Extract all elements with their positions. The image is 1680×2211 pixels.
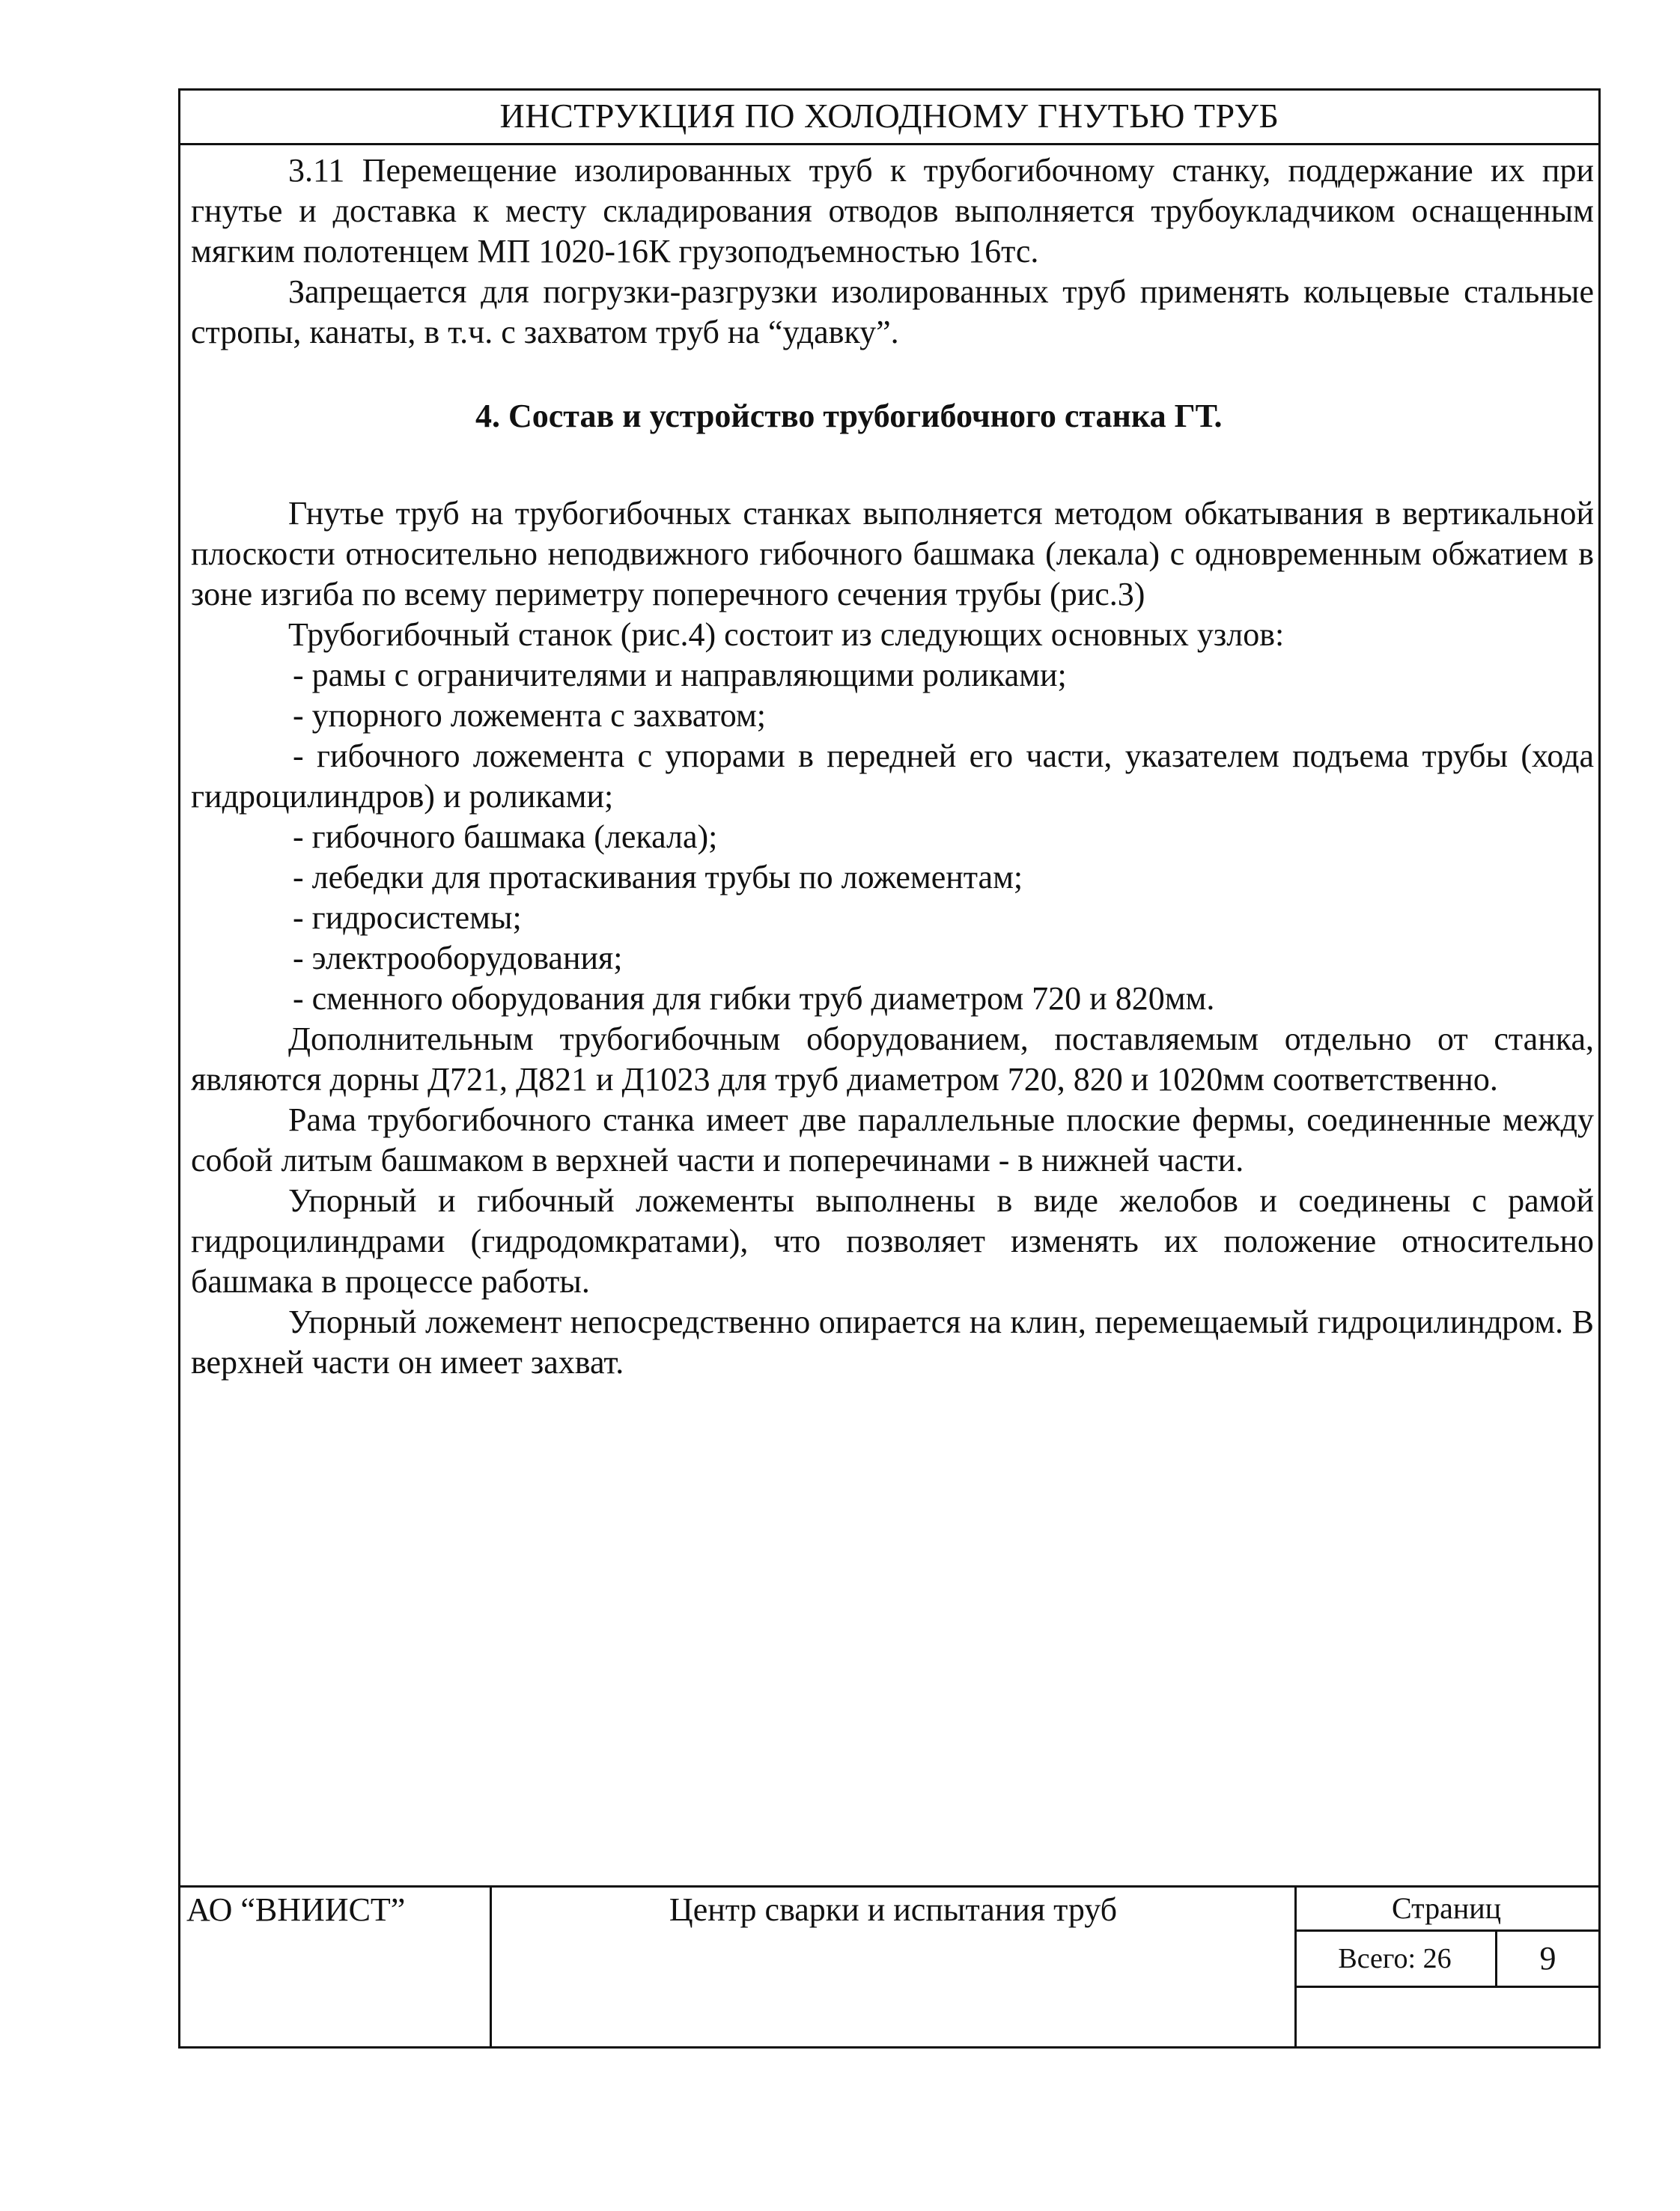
list-item: - гибочного ложемента с упорами в передней его части, указателем подъема трубы (хода гидроцилиндров) и роликами;	[191, 737, 1594, 815]
department-name: Центр сварки и испытания труб	[492, 1888, 1297, 2046]
pages-row	[1294, 1932, 1598, 1988]
document-body	[191, 150, 1594, 1383]
page-number: 9	[1539, 1940, 1556, 1977]
total-pages: Всего: 26	[1294, 1932, 1497, 1986]
organization-name: АО “ВНИИСТ”	[180, 1888, 492, 2046]
paragraph-machine-components: Трубогибочный станок (рис.4) состоит из следующих основных узлов:	[288, 616, 1285, 653]
document-page	[178, 88, 1601, 2049]
paragraph-bending-method: Гнутье труб на трубогибочных станках выполняется методом обкатывания в вертикальной плоскости относительно неподвижного гибочного башмака (лекала) с одновременным обжатием в зоне изгиба по всему периметру поперечного сечения трубы (рис.3)	[191, 495, 1594, 612]
document-title: ИНСТРУКЦИЯ ПО ХОЛОДНОМУ ГНУТЬЮ ТРУБ	[180, 91, 1598, 145]
list-item: - гибочного башмака (лекала);	[293, 818, 718, 855]
list-item: - лебедки для протаскивания трубы по ложементам;	[293, 859, 1023, 895]
list-item: - гидросистемы;	[293, 899, 522, 936]
list-item: - рамы с ограничителями и направляющими роликами;	[293, 657, 1067, 693]
paragraph-cradles: Упорный и гибочный ложементы выполнены в виде желобов и соединены с рамой гидроцилиндрами (гидродомкратами), что позволяет изменять их положение относительно башмака в процессе работы.	[191, 1182, 1594, 1300]
paragraph-frame: Рама трубогибочного станка имеет две параллельные плоские фермы, соединенные между собой литым башмаком в верхней части и поперечинами - в нижней части.	[191, 1101, 1594, 1179]
section-heading: 4. Состав и устройство трубогибочного станка ГТ.	[475, 398, 1223, 434]
paragraph-additional-equipment: Дополнительным трубогибочным оборудованием, поставляемым отдельно от станка, являются дорны Д721, Д821 и Д1023 для труб диаметром 720, 820 и 1020мм соответственно.	[191, 1021, 1594, 1098]
pages-block	[1294, 1888, 1598, 2046]
list-item: - сменного оборудования для гибки труб диаметром 720 и 820мм.	[293, 980, 1215, 1017]
paragraph-thrust-cradle: Упорный ложемент непосредственно опирается на клин, перемещаемый гидроцилиндром. В верхней части он имеет захват.	[191, 1304, 1594, 1381]
list-item: - упорного ложемента с захватом;	[293, 697, 767, 734]
paragraph-prohibition: Запрещается для погрузки-разгрузки изолированных труб применять кольцевые стальные стропы, канаты, в т.ч. с захватом труб на “удавку”.	[191, 273, 1594, 350]
title-block	[180, 1885, 1598, 2046]
pages-label: Страниц	[1294, 1888, 1598, 1932]
list-item: - электрооборудования;	[293, 940, 623, 976]
paragraph-3-11: 3.11 Перемещение изолированных труб к трубогибочному станку, поддержание их при гнутье и доставка к месту складирования отводов выполняется трубоукладчиком оснащенным мягким полотенцем МП 1020-16К грузоподъемностью 16тс.	[191, 152, 1594, 270]
